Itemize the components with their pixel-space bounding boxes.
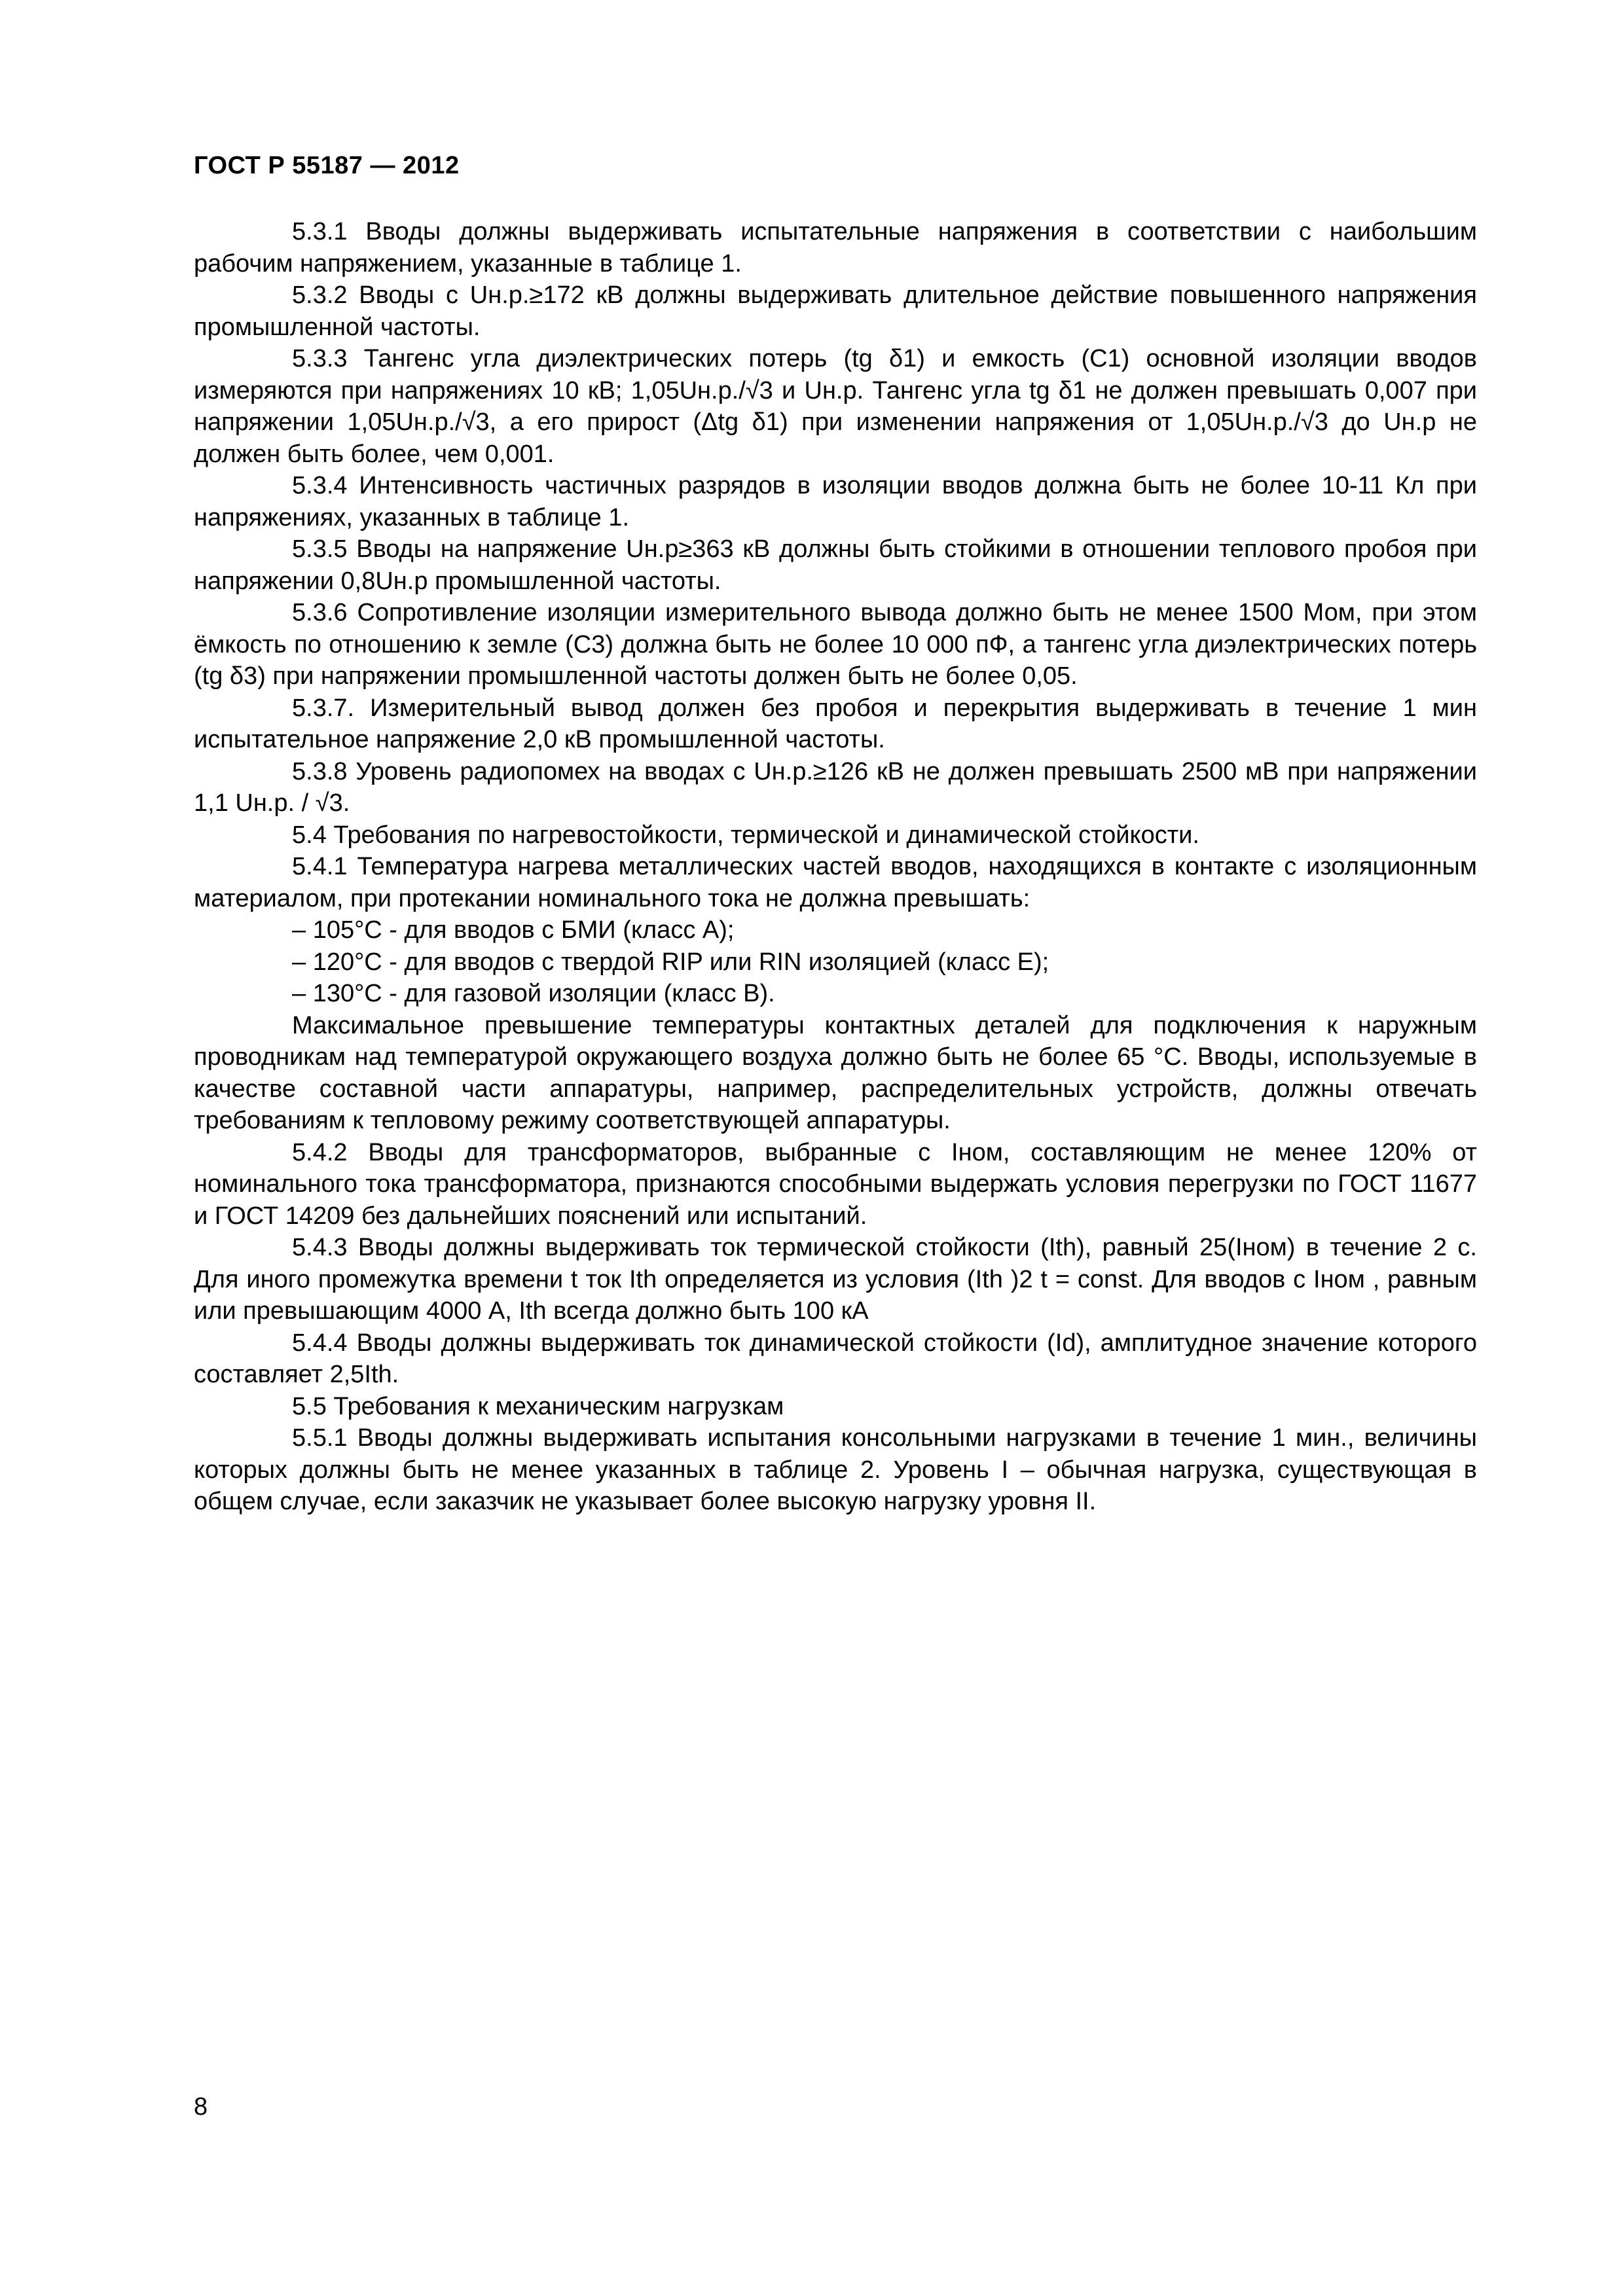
- document-body: [194, 216, 1477, 1518]
- paragraph-5-4-4: 5.4.4 Вводы должны выдерживать ток динамической стойкости (Id), амплитудное значение которого составляет 2,5Ith.: [194, 1329, 1477, 1388]
- paragraph-5-3-6: 5.3.6 Сопротивление изоляции измерительного вывода должно быть не менее 1500 Мом, при этом ёмкость по отношению к земле (С3) должна быть не более 10 000 пФ, а тангенс угла диэлектрических потерь (tg δ3) при напряжении промышленной частоты должен быть не более 0,05.: [194, 599, 1477, 690]
- paragraph-5-3-7: 5.3.7. Измерительный вывод должен без пробоя и перекрытия выдерживать в течение 1 мин испытательное напряжение 2,0 кВ промышленной частоты.: [194, 694, 1477, 753]
- list-item-105c: – 105°С - для вводов с БМИ (класс А);: [292, 916, 735, 944]
- paragraph-5-4-1: 5.4.1 Температура нагрева металлических частей вводов, находящихся в контакте с изоляционным материалом, при протекании номинального тока не должна превышать:: [194, 853, 1477, 912]
- paragraph-5-3-4: 5.3.4 Интенсивность частичных разрядов в изоляции вводов должна быть не более 10-11 Кл при напряжениях, указанных в таблице 1.: [194, 472, 1477, 531]
- list-item-120c: – 120°С - для вводов с твердой RIP или RIN изоляцией (класс Е);: [292, 948, 1049, 976]
- paragraph-5-3-5: 5.3.5 Вводы на напряжение Uн.р≥363 кВ должны быть стойкими в отношении теплового пробоя при напряжении 0,8Uн.р промышленной частоты.: [194, 535, 1477, 595]
- document-header: ГОСТ Р 55187 — 2012: [194, 152, 460, 179]
- paragraph-5-3-3: 5.3.3 Тангенс угла диэлектрических потерь (tg δ1) и емкость (С1) основной изоляции вводов измеряются при напряжениях 10 кВ; 1,05Uн.р./√3 и Uн.р. Тангенс угла tg δ1 не должен превышать 0,007 при напряжении 1,05Uн.р./√3, а его прирост (Δtg δ1) при изменении напряжения от 1,05Uн.р./√3 до Uн.р не должен быть более, чем 0,001.: [194, 345, 1477, 468]
- section-5-4-heading: 5.4 Требования по нагревостойкости, термической и динамической стойкости.: [292, 821, 1199, 849]
- paragraph-5-4-2: 5.4.2 Вводы для трансформаторов, выбранные с Iном, составляющим не менее 120% от номинального тока трансформатора, признаются способными выдержать условия перегрузки по ГОСТ 11677 и ГОСТ 14209 без дальнейших пояснений или испытаний.: [194, 1138, 1477, 1230]
- section-5-5-heading: 5.5 Требования к механическим нагрузкам: [292, 1392, 784, 1420]
- paragraph-5-3-2: 5.3.2 Вводы с Uн.р.≥172 кВ должны выдерживать длительное действие повышенного напряжения промышленной частоты.: [194, 281, 1477, 341]
- paragraph-5-3-8: 5.3.8 Уровень радиопомех на вводах с Uн.р.≥126 кВ не должен превышать 2500 мВ при напряжении 1,1 Uн.р. / √3.: [194, 757, 1477, 817]
- page-number: 8: [194, 2093, 208, 2121]
- paragraph-5-3-1: 5.3.1 Вводы должны выдерживать испытательные напряжения в соответствии с наибольшим рабочим напряжением, указанные в таблице 1.: [194, 218, 1477, 278]
- list-item-130c: – 130°С - для газовой изоляции (класс В).: [292, 980, 775, 1007]
- paragraph-5-5-1: 5.5.1 Вводы должны выдерживать испытания консольными нагрузками в течение 1 мин., величины которых должны быть не менее указанных в таблице 2. Уровень I – обычная нагрузка, существующая в общем случае, если заказчик не указывает более высокую нагрузку уровня II.: [194, 1424, 1477, 1515]
- paragraph-5-4-1-continued: Максимальное превышение температуры контактных деталей для подключения к наружным проводникам над температурой окружающего воздуха должно быть не более 65 °С. Вводы, используемые в качестве составной части аппаратуры, например, распределительных устройств, должны отвечать требованиям к тепловому режиму соответствующей аппаратуры.: [194, 1011, 1477, 1134]
- paragraph-5-4-3: 5.4.3 Вводы должны выдерживать ток термической стойкости (Ith), равный 25(Iном) в течение 2 с. Для иного промежутка времени t ток Ith определяется из условия (Ith )2 t = const. Для вводов с Iном , равным или превышающим 4000 А, Ith всегда должно быть 100 кА: [194, 1234, 1477, 1325]
